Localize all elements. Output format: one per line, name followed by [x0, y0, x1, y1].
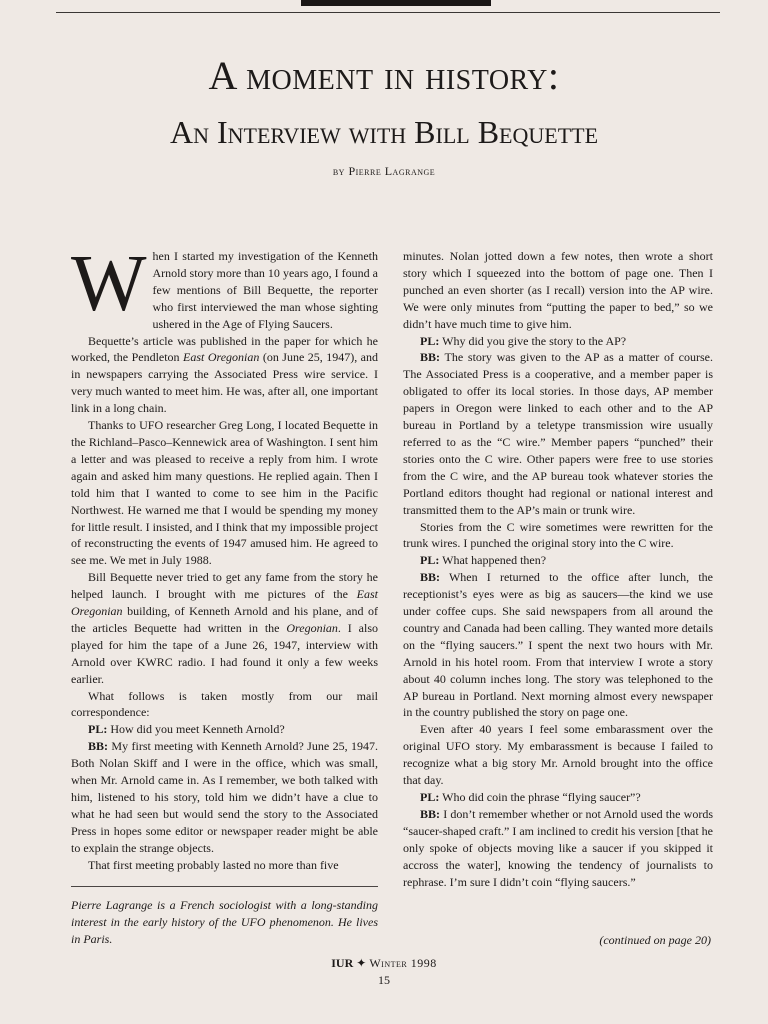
answer: BB: The story was given to the AP as a matter of course. The Associated Press is a cooperative, and a member paper is obligated to offer its local stories. In those days, AP member papers in Oregon were linked to each other and to the AP bureau in Portland by a teletype transmission wire usually referred to as the “C wire.” Member papers “punched” their stories onto the C wire. Other papers were free to use stories from the C wire, and the AP bureau took whatever stories the Portland editors thought had regional or national interest and transmitted them to the AP’s main or trunk wire.	[403, 350, 713, 517]
question: PL: Why did you give the story to the AP?	[420, 333, 627, 348]
paragraph: Bequette’s article was published in the paper for which he worked, the Pendleton East Oregonian (on June 25, 1947), and in newspapers carrying the Associated Press wire service. I very much wanted to meet him. He was, after all, one important link in a long chain.	[71, 333, 378, 416]
issue-season: Winter 1998	[369, 956, 437, 970]
footnote-rule	[71, 886, 378, 887]
paragraph: Stories from the C wire sometimes were rewritten for the trunk wires. I punched the original story into the C wire.	[403, 519, 713, 551]
top-rule	[56, 12, 720, 13]
paragraph: minutes. Nolan jotted down a few notes, then wrote a short story which I squeezed into the bottom of page one. Then I punched an even shorter (as I recall) version into the AP wire. We were only minutes from “putting the paper to bed,” so we didn’t have much time to give him.	[403, 249, 713, 331]
article-subtitle: An Interview with Bill Bequette	[169, 114, 599, 150]
paragraph: Thanks to UFO researcher Greg Long, I located Bequette in the Richland–Pasco–Kennewick area of Washington. I sent him a letter and was pleased to receive a reply from him. I wrote again and asked him many questions. He replied again. Then I told him that I wanted to come to see him in the Pacific Northwest. He warned me that I would be spending my money for little result. I insisted, and I think that my impossible project of reconstructing the events of 1947 amused him. He agreed to see me. We met in July 1988.	[71, 418, 378, 568]
paragraph: What follows is taken mostly from our mail correspondence:	[71, 688, 378, 720]
star-icon: ✦	[356, 956, 367, 970]
byline: by Pierre Lagrange	[332, 164, 436, 178]
right-column	[403, 248, 713, 890]
page-number: 15	[378, 973, 390, 987]
answer: BB: I don’t remember whether or not Arnold used the words “saucer-shaped craft.” I am inclined to credit his version [that he only spoke of objects moving like a saucer if you skipped it accross the water], knowing the tendency of journalists to rephrase. I’m sure I didn’t coin “flying saucers.”	[403, 806, 713, 889]
page-footer	[0, 956, 768, 971]
question: PL: What happened then?	[420, 553, 547, 568]
paragraph: Bill Bequette never tried to get any fame from the story he helped launch. I brought with me pictures of the East Oregonian building, of Kenneth Arnold and his plane, and of the articles Bequette had written in the Oregonian. I also played for him the tape of a June 26, 1947, interview with Arnold over KWRC radio. I had found it only a few weeks earlier.	[71, 570, 378, 686]
speaker-label: BB:	[420, 806, 441, 821]
question: PL: Who did coin the phrase “flying saucer”?	[420, 790, 641, 804]
opening-text: hen I started my investigation of the Kenneth Arnold story more than 10 years ago, I found a few mentions of Bill Bequette, the reporter who first interviewed the man whose sighting ushered in the Age of Flying Saucers.	[152, 249, 378, 331]
question: PL: How did you meet Kenneth Arnold?	[88, 722, 285, 737]
publication-name: IUR	[331, 956, 354, 970]
paragraph: That first meeting probably lasted no more than five	[88, 857, 339, 872]
speaker-label: BB:	[420, 570, 441, 585]
answer: BB: When I returned to the office after lunch, the receptionist’s eyes were as big as saucers—the kind we use under coffee cups. She said newspapers from all around the country and Canada had been calling. They wanted more details on the “flying saucers.” I spent the next two hours with Mr. Arnold in his hotel room. From that interview I wrote a story about 40 column inches long. The story was telephoned to the AP bureau in Portland. Next morning almost every newspaper in the country published the story on page one.	[403, 570, 713, 720]
speaker-label: PL:	[420, 553, 440, 568]
speaker-label: PL:	[420, 790, 440, 804]
paragraph: Even after 40 years I feel some embarassment over the original UFO story. My embarassment is because I failed to recognize what a big story Mr. Arnold brought into the office that day.	[403, 722, 713, 788]
left-column	[71, 240, 378, 874]
speaker-label: PL:	[88, 722, 108, 737]
opening-paragraph	[71, 240, 378, 333]
answer: BB: My first meeting with Kenneth Arnold? June 25, 1947. Both Nolan Skiff and I were in the office, which was small, when Mr. Arnold came in. As I remember, we both talked with him, listened to his story, told him we didn’t have a clue to what he had seen but would send the story to the Associated Press in hopes some editor or newspaper reader might be able to explain the strange objects.	[71, 739, 378, 855]
article-title: A moment in history:	[208, 53, 560, 98]
top-decorative-bar	[301, 0, 491, 6]
drop-cap: W	[71, 240, 147, 328]
speaker-label: BB:	[420, 350, 441, 365]
continued-note: (continued on page 20)	[599, 933, 711, 947]
author-footnote: Pierre Lagrange is a French sociologist with a long-standing interest in the early history of the UFO phenomenon. He lives in Paris.	[71, 898, 378, 946]
speaker-label: PL:	[420, 333, 440, 348]
speaker-label: BB:	[88, 739, 109, 754]
